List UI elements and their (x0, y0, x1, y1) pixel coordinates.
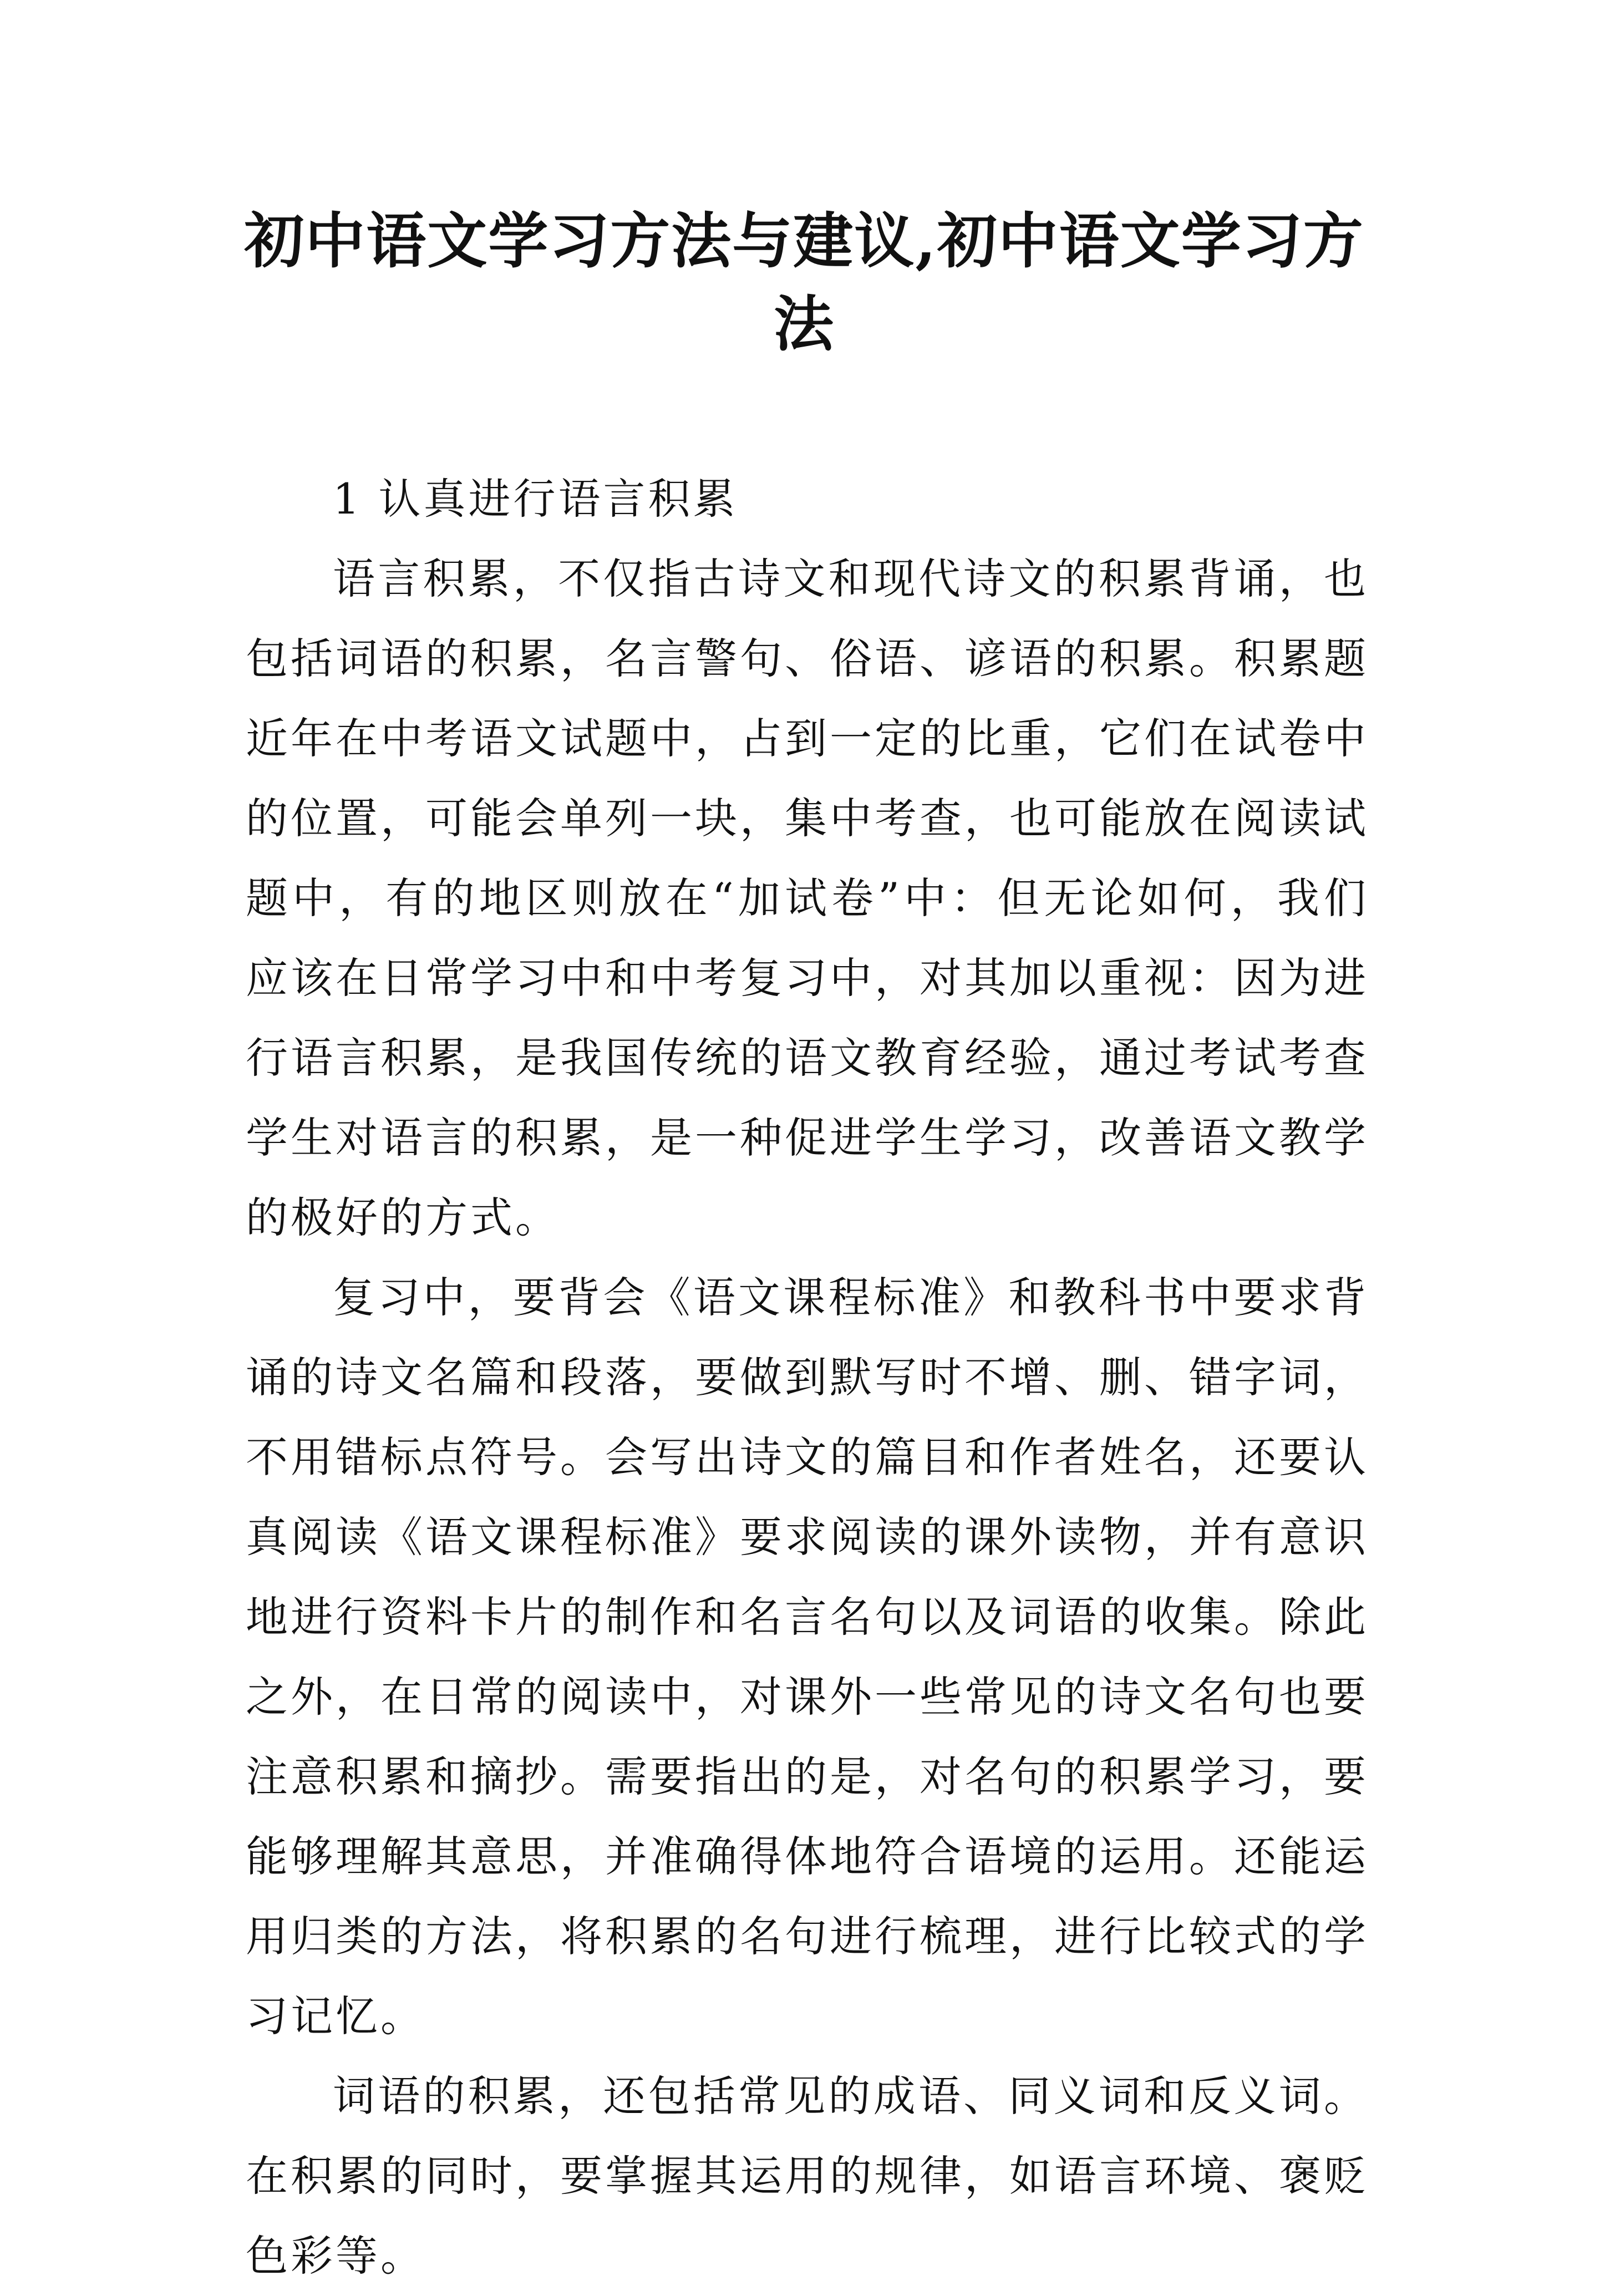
body-paragraph: 语言积累，不仅指古诗文和现代诗文的积累背诵，也包括词语的积累，名言警句、俗语、谚语的积累。积累题近年在中考语文试题中，占到一定的比重，它们在试卷中的位置，可能会单列一块，集中考查，也可能放在阅读试题中，有的地区则放在“加试卷”中：但无论如何，我们应该在日常学习中和中考复习中，对其加以重视：因为进行语言积累，是我国传统的语文教育经验，通过考试考查学生对语言的积累，是一种促进学生学习，改善语文教学的极好的方式。 (246, 554, 1369, 1242)
section-heading: 1 认真进行语言积累 (333, 474, 738, 524)
document-title: 初中语文学习方法与建议,初中语文学习方法 (244, 206, 1364, 359)
body-paragraph: 词语的积累，还包括常见的成语、同义词和反义词。在积累的同时，要掌握其运用的规律，如语言环境、褒贬色彩等。 (246, 2071, 1369, 2280)
body-paragraph: 复习中，要背会《语文课程标准》和教科书中要求背诵的诗文名篇和段落，要做到默写时不增、删、错字词，不用错标点符号。会写出诗文的篇目和作者姓名，还要认真阅读《语文课程标准》要求阅读的课外读物，并有意识地进行资料卡片的制作和名言名句以及词语的收集。除此之外，在日常的阅读中，对课外一些常见的诗文名句也要注意积累和摘抄。需要指出的是，对名句的积累学习，要能够理解其意思，并准确得体地符合语境的运用。还能运用归类的方法，将积累的名句进行梳理，进行比较式的学习记忆。 (246, 1273, 1369, 2041)
document-body (246, 459, 1369, 2296)
